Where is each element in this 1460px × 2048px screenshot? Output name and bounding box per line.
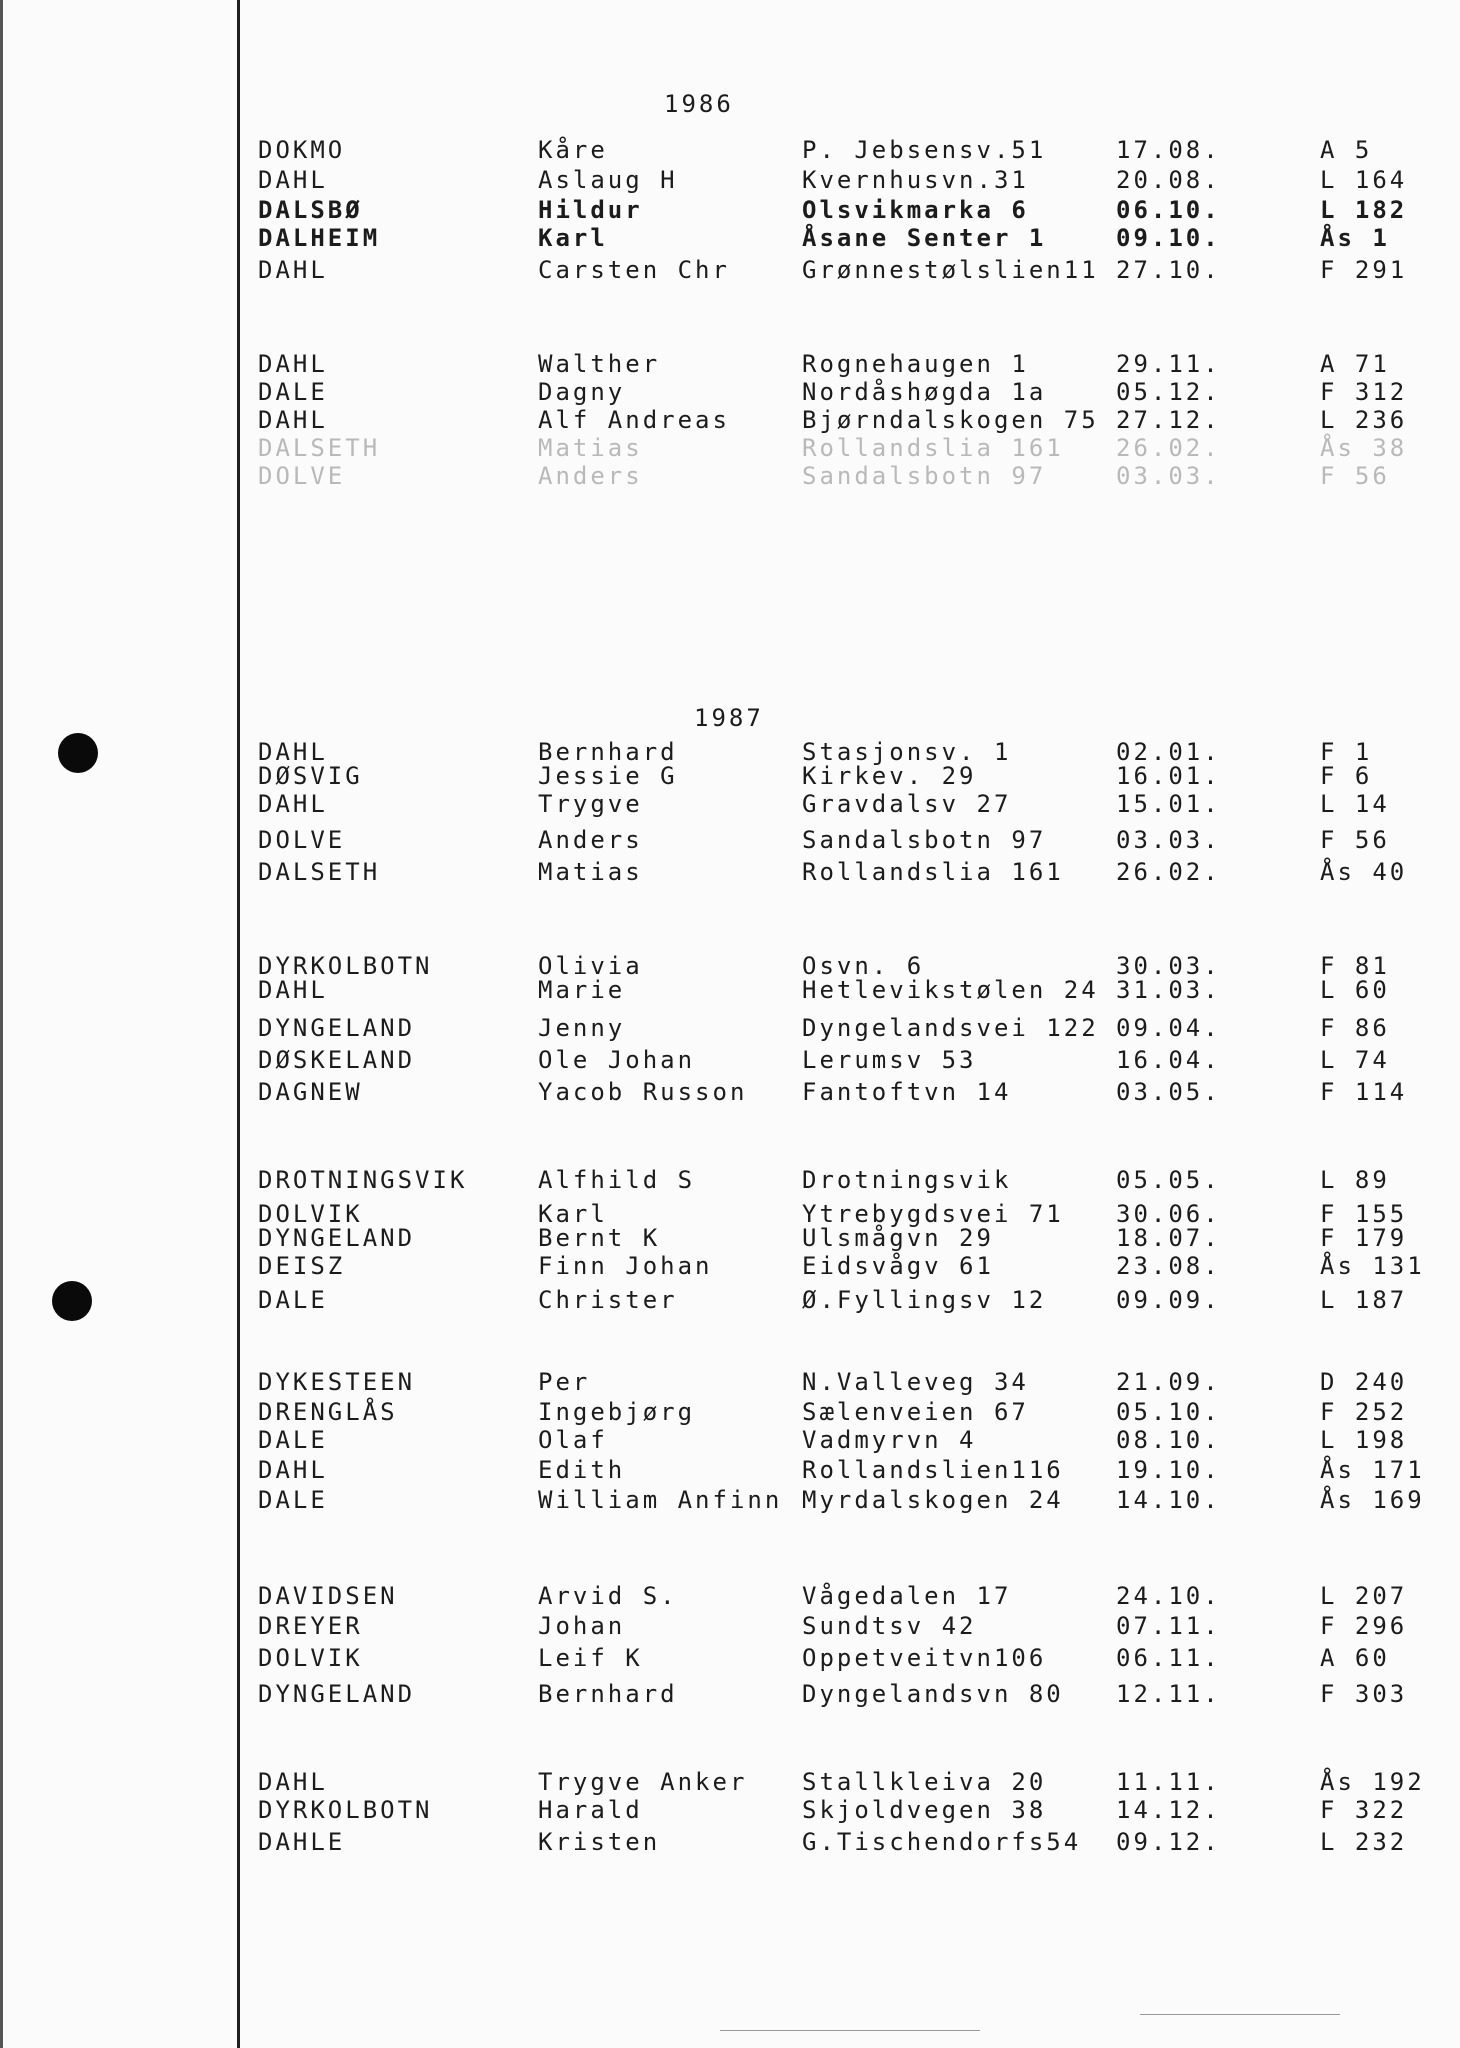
reference-cell: L 74 <box>1320 1046 1390 1074</box>
surname-cell: DAHL <box>258 790 328 818</box>
date-cell: 11.11. <box>1116 1768 1221 1796</box>
address-cell: Myrdalskogen 24 <box>802 1486 1064 1514</box>
reference-cell: F 303 <box>1320 1680 1408 1708</box>
reference-cell: L 236 <box>1320 406 1408 434</box>
reference-cell: F 322 <box>1320 1796 1408 1824</box>
given-name-cell: Aslaug H <box>538 166 678 194</box>
given-name-cell: Walther <box>538 350 661 378</box>
date-cell: 20.08. <box>1116 166 1221 194</box>
date-cell: 14.10. <box>1116 1486 1221 1514</box>
surname-cell: DAHL <box>258 406 328 434</box>
surname-cell: DAVIDSEN <box>258 1582 398 1610</box>
year-heading: 1986 <box>664 90 734 118</box>
given-name-cell: Karl <box>538 1200 608 1228</box>
address-cell: Vadmyrvn 4 <box>802 1426 977 1454</box>
given-name-cell: Trygve Anker <box>538 1768 748 1796</box>
date-cell: 27.12. <box>1116 406 1221 434</box>
reference-cell: L 198 <box>1320 1426 1408 1454</box>
date-cell: 15.01. <box>1116 790 1221 818</box>
given-name-cell: Harald <box>538 1796 643 1824</box>
address-cell: Ø.Fyllingsv 12 <box>802 1286 1047 1314</box>
surname-cell: DOLVIK <box>258 1200 363 1228</box>
address-cell: Ytrebygdsvei 71 <box>802 1200 1064 1228</box>
given-name-cell: Bernhard <box>538 738 678 766</box>
given-name-cell: Anders <box>538 462 643 490</box>
reference-cell: F 6 <box>1320 762 1373 790</box>
address-cell: Osvn. 6 <box>802 952 925 980</box>
reference-cell: L 14 <box>1320 790 1390 818</box>
date-cell: 26.02. <box>1116 858 1221 886</box>
given-name-cell: Ingebjørg <box>538 1398 696 1426</box>
address-cell: Gravdalsv 27 <box>802 790 1012 818</box>
given-name-cell: Ole Johan <box>538 1046 696 1074</box>
date-cell: 19.10. <box>1116 1456 1221 1484</box>
given-name-cell: Edith <box>538 1456 626 1484</box>
reference-cell: F 56 <box>1320 826 1390 854</box>
reference-cell: A 5 <box>1320 136 1373 164</box>
address-cell: Grønnestølslien11 <box>802 256 1099 284</box>
surname-cell: DYNGELAND <box>258 1014 416 1042</box>
surname-cell: DEISZ <box>258 1252 346 1280</box>
surname-cell: DREYER <box>258 1612 363 1640</box>
punch-hole-lower <box>52 1281 92 1321</box>
address-cell: Ulsmågvn 29 <box>802 1224 994 1252</box>
date-cell: 09.12. <box>1116 1828 1221 1856</box>
surname-cell: DOKMO <box>258 136 346 164</box>
address-cell: Kvernhusvn.31 <box>802 166 1029 194</box>
given-name-cell: Carsten Chr <box>538 256 730 284</box>
address-cell: Hetlevikstølen 24 <box>802 976 1099 1004</box>
reference-cell: Ås 131 <box>1320 1252 1425 1280</box>
address-cell: Skjoldvegen 38 <box>802 1796 1047 1824</box>
date-cell: 16.04. <box>1116 1046 1221 1074</box>
reference-cell: Ås 169 <box>1320 1486 1425 1514</box>
date-cell: 06.11. <box>1116 1644 1221 1672</box>
reference-cell: F 296 <box>1320 1612 1408 1640</box>
date-cell: 08.10. <box>1116 1426 1221 1454</box>
surname-cell: DAGNEW <box>258 1078 363 1106</box>
bottom-scribble <box>720 2030 980 2031</box>
given-name-cell: Kåre <box>538 136 608 164</box>
given-name-cell: Olivia <box>538 952 643 980</box>
surname-cell: DALSBØ <box>258 196 363 224</box>
given-name-cell: William Anfinn <box>538 1486 783 1514</box>
bottom-scribble <box>1140 2014 1340 2015</box>
reference-cell: Ås 1 <box>1320 224 1390 252</box>
address-cell: Vågedalen 17 <box>802 1582 1012 1610</box>
given-name-cell: Bernt K <box>538 1224 661 1252</box>
surname-cell: DAHL <box>258 166 328 194</box>
surname-cell: DALE <box>258 1426 328 1454</box>
reference-cell: F 312 <box>1320 378 1408 406</box>
date-cell: 07.11. <box>1116 1612 1221 1640</box>
address-cell: Dyngelandsvei 122 <box>802 1014 1099 1042</box>
given-name-cell: Yacob Russon <box>538 1078 748 1106</box>
date-cell: 18.07. <box>1116 1224 1221 1252</box>
reference-cell: D 240 <box>1320 1368 1408 1396</box>
given-name-cell: Finn Johan <box>538 1252 713 1280</box>
reference-cell: L 187 <box>1320 1286 1408 1314</box>
reference-cell: A 60 <box>1320 1644 1390 1672</box>
reference-cell: F 86 <box>1320 1014 1390 1042</box>
date-cell: 16.01. <box>1116 762 1221 790</box>
address-cell: Sundtsv 42 <box>802 1612 977 1640</box>
given-name-cell: Jenny <box>538 1014 626 1042</box>
surname-cell: DALE <box>258 1486 328 1514</box>
given-name-cell: Jessie G <box>538 762 678 790</box>
surname-cell: DAHL <box>258 976 328 1004</box>
given-name-cell: Anders <box>538 826 643 854</box>
reference-cell: Ås 40 <box>1320 858 1408 886</box>
surname-cell: DAHL <box>258 1456 328 1484</box>
date-cell: 27.10. <box>1116 256 1221 284</box>
given-name-cell: Alf Andreas <box>538 406 730 434</box>
page-left-edge <box>0 0 3 2048</box>
date-cell: 06.10. <box>1116 196 1221 224</box>
address-cell: Stallkleiva 20 <box>802 1768 1047 1796</box>
reference-cell: F 56 <box>1320 462 1390 490</box>
reference-cell: L 89 <box>1320 1166 1390 1194</box>
surname-cell: DRENGLÅS <box>258 1398 398 1426</box>
date-cell: 31.03. <box>1116 976 1221 1004</box>
surname-cell: DALHEIM <box>258 224 381 252</box>
reference-cell: L 182 <box>1320 196 1408 224</box>
surname-cell: DØSKELAND <box>258 1046 416 1074</box>
address-cell: Åsane Senter 1 <box>802 224 1047 252</box>
given-name-cell: Arvid S. <box>538 1582 678 1610</box>
date-cell: 23.08. <box>1116 1252 1221 1280</box>
date-cell: 02.01. <box>1116 738 1221 766</box>
reference-cell: F 114 <box>1320 1078 1408 1106</box>
date-cell: 03.03. <box>1116 462 1221 490</box>
surname-cell: DYRKOLBOTN <box>258 1796 433 1824</box>
reference-cell: Ås 192 <box>1320 1768 1425 1796</box>
surname-cell: DALSETH <box>258 858 381 886</box>
date-cell: 30.03. <box>1116 952 1221 980</box>
surname-cell: DOLVIK <box>258 1644 363 1672</box>
address-cell: Rollandslia 161 <box>802 858 1064 886</box>
given-name-cell: Matias <box>538 858 643 886</box>
date-cell: 03.03. <box>1116 826 1221 854</box>
surname-cell: DØSVIG <box>258 762 363 790</box>
reference-cell: L 60 <box>1320 976 1390 1004</box>
given-name-cell: Olaf <box>538 1426 608 1454</box>
reference-cell: F 179 <box>1320 1224 1408 1252</box>
address-cell: Fantoftvn 14 <box>802 1078 1012 1106</box>
surname-cell: DOLVE <box>258 462 346 490</box>
address-cell: Drotningsvik <box>802 1166 1012 1194</box>
address-cell: P. Jebsensv.51 <box>802 136 1047 164</box>
address-cell: G.Tischendorfs54 <box>802 1828 1082 1856</box>
given-name-cell: Hildur <box>538 196 643 224</box>
date-cell: 24.10. <box>1116 1582 1221 1610</box>
address-cell: Eidsvågv 61 <box>802 1252 994 1280</box>
surname-cell: DALE <box>258 378 328 406</box>
margin-rule <box>237 0 240 2048</box>
address-cell: N.Valleveg 34 <box>802 1368 1029 1396</box>
surname-cell: DYNGELAND <box>258 1680 416 1708</box>
surname-cell: DAHL <box>258 350 328 378</box>
year-heading: 1987 <box>694 704 764 732</box>
date-cell: 05.12. <box>1116 378 1221 406</box>
date-cell: 05.05. <box>1116 1166 1221 1194</box>
date-cell: 09.09. <box>1116 1286 1221 1314</box>
given-name-cell: Bernhard <box>538 1680 678 1708</box>
address-cell: Dyngelandsvn 80 <box>802 1680 1064 1708</box>
given-name-cell: Kristen <box>538 1828 661 1856</box>
reference-cell: F 252 <box>1320 1398 1408 1426</box>
date-cell: 30.06. <box>1116 1200 1221 1228</box>
reference-cell: F 1 <box>1320 738 1373 766</box>
address-cell: Lerumsv 53 <box>802 1046 977 1074</box>
reference-cell: F 291 <box>1320 256 1408 284</box>
date-cell: 12.11. <box>1116 1680 1221 1708</box>
date-cell: 09.10. <box>1116 224 1221 252</box>
reference-cell: L 207 <box>1320 1582 1408 1610</box>
reference-cell: L 232 <box>1320 1828 1408 1856</box>
date-cell: 14.12. <box>1116 1796 1221 1824</box>
surname-cell: DALSETH <box>258 434 381 462</box>
date-cell: 09.04. <box>1116 1014 1221 1042</box>
given-name-cell: Per <box>538 1368 591 1396</box>
surname-cell: DOLVE <box>258 826 346 854</box>
given-name-cell: Matias <box>538 434 643 462</box>
given-name-cell: Leif K <box>538 1644 643 1672</box>
address-cell: Oppetveitvn106 <box>802 1644 1047 1672</box>
date-cell: 03.05. <box>1116 1078 1221 1106</box>
reference-cell: Ås 38 <box>1320 434 1408 462</box>
surname-cell: DYNGELAND <box>258 1224 416 1252</box>
surname-cell: DROTNINGSVIK <box>258 1166 468 1194</box>
address-cell: Rognehaugen 1 <box>802 350 1029 378</box>
address-cell: Sandalsbotn 97 <box>802 462 1047 490</box>
date-cell: 29.11. <box>1116 350 1221 378</box>
given-name-cell: Karl <box>538 224 608 252</box>
given-name-cell: Marie <box>538 976 626 1004</box>
address-cell: Bjørndalskogen 75 <box>802 406 1099 434</box>
given-name-cell: Trygve <box>538 790 643 818</box>
address-cell: Rollandslien116 <box>802 1456 1064 1484</box>
punch-hole-upper <box>58 733 98 773</box>
surname-cell: DYRKOLBOTN <box>258 952 433 980</box>
date-cell: 26.02. <box>1116 434 1221 462</box>
address-cell: Nordåshøgda 1a <box>802 378 1047 406</box>
address-cell: Stasjonsv. 1 <box>802 738 1012 766</box>
reference-cell: L 164 <box>1320 166 1408 194</box>
given-name-cell: Alfhild S <box>538 1166 696 1194</box>
given-name-cell: Johan <box>538 1612 626 1640</box>
address-cell: Kirkev. 29 <box>802 762 977 790</box>
reference-cell: Ås 171 <box>1320 1456 1425 1484</box>
date-cell: 17.08. <box>1116 136 1221 164</box>
given-name-cell: Dagny <box>538 378 626 406</box>
reference-cell: F 81 <box>1320 952 1390 980</box>
address-cell: Sandalsbotn 97 <box>802 826 1047 854</box>
date-cell: 05.10. <box>1116 1398 1221 1426</box>
surname-cell: DALE <box>258 1286 328 1314</box>
given-name-cell: Christer <box>538 1286 678 1314</box>
address-cell: Sælenveien 67 <box>802 1398 1029 1426</box>
address-cell: Olsvikmarka 6 <box>802 196 1029 224</box>
surname-cell: DAHL <box>258 256 328 284</box>
reference-cell: F 155 <box>1320 1200 1408 1228</box>
surname-cell: DAHLE <box>258 1828 346 1856</box>
date-cell: 21.09. <box>1116 1368 1221 1396</box>
surname-cell: DAHL <box>258 738 328 766</box>
surname-cell: DAHL <box>258 1768 328 1796</box>
reference-cell: A 71 <box>1320 350 1390 378</box>
address-cell: Rollandslia 161 <box>802 434 1064 462</box>
surname-cell: DYKESTEEN <box>258 1368 416 1396</box>
